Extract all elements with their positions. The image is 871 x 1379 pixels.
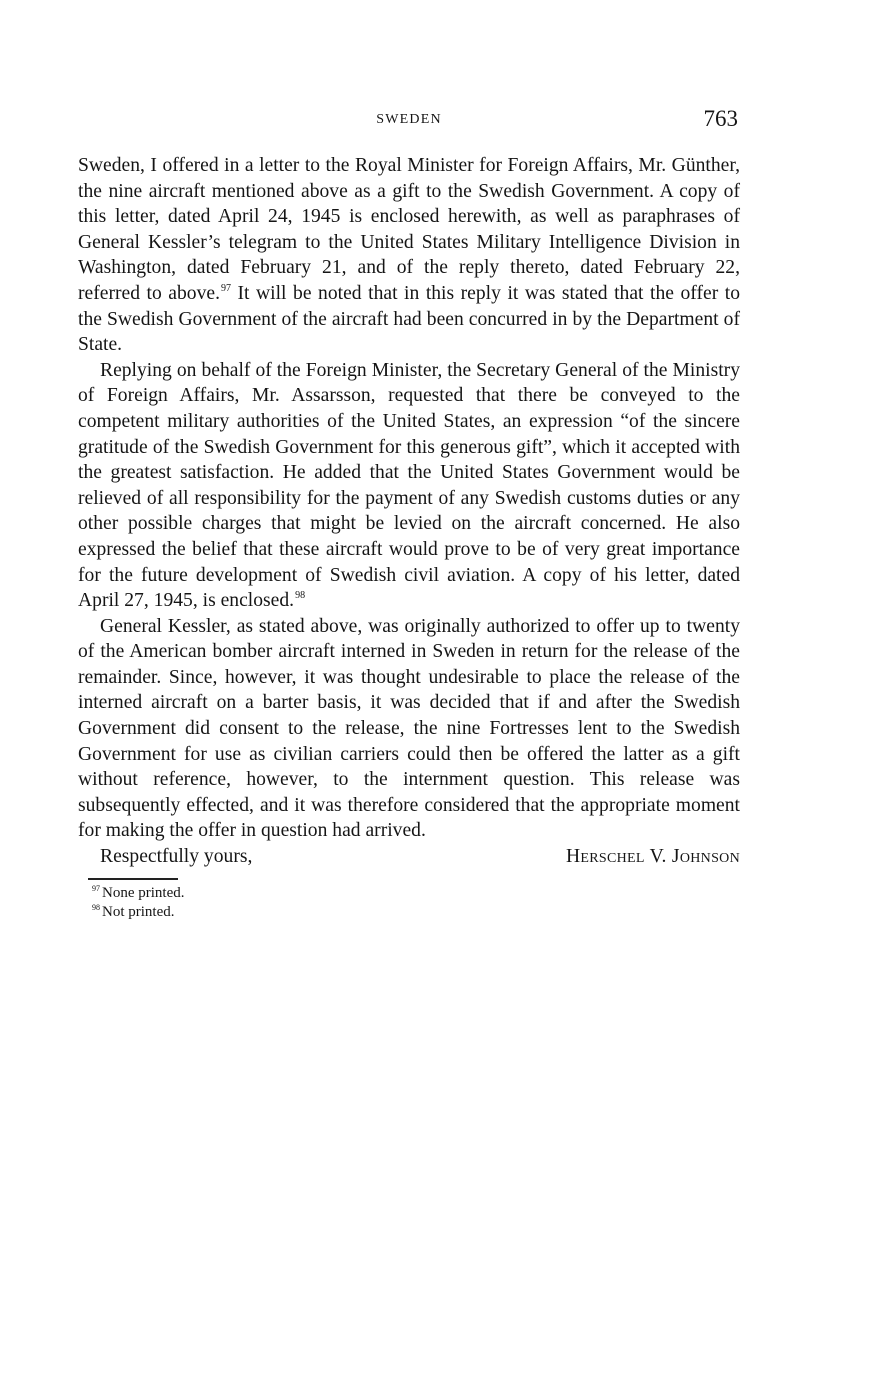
footnote (92, 884, 740, 903)
footnote-divider (88, 878, 178, 880)
paragraph-text: General Kessler, as stated above, was originally authorized to offer up to twenty of the American bomber aircraft interned in Sweden in return for the release of the remainder. Since, however, it was thought undesirable to place the release of the interned aircraft on a barter basis, it was decided that if and after the Swedish Government did consent to the release, the nine Fortresses lent to the Swedish Government for use as civilian carriers could then be offered the latter as a gift without reference, however, to the internment question. This release was subsequently effected, and it was therefore considered that the appropriate moment for making the offer in question had arrived. (78, 615, 740, 842)
footnote-text: None printed. (102, 884, 185, 901)
body-text (78, 153, 740, 844)
running-header (78, 106, 740, 138)
paragraph-text: Sweden, I offered in a letter to the Royal Minister for Foreign Affairs, Mr. Günther, the nine aircraft mentioned above as a gift to the Swedish Government. A copy of this letter, dated April 24, 1945 is enclosed herewith, as well as paraphrases of General Kessler’s telegram to the United States Military Intelligence Division in Washington, dated February 21, and of the reply thereto, dated February 22, referred to above. (78, 155, 740, 304)
closing-line (78, 844, 740, 870)
paragraph (78, 614, 740, 844)
paragraph-text: It will be noted that in this reply it was stated that the offer to the Swedish Government of the aircraft had been concurred in by the Department of State. (78, 282, 740, 356)
footnote-text: Not printed. (102, 903, 175, 920)
salutation: Respectfully yours, (100, 846, 253, 868)
document-page (78, 106, 740, 922)
footnote-marker: 98 (92, 902, 100, 912)
footnote-reference: 98 (295, 590, 306, 602)
footnote-marker: 97 (92, 883, 100, 893)
paragraph (78, 358, 740, 614)
footnote (92, 903, 740, 922)
running-title: SWEDEN (376, 112, 442, 127)
signature: Herschel V. Johnson (565, 846, 740, 868)
footnotes (92, 884, 740, 922)
footnote-reference: 97 (220, 282, 231, 294)
page-number: 763 (703, 106, 738, 131)
paragraph (78, 153, 740, 358)
paragraph-text: Replying on behalf of the Foreign Minister, the Secretary General of the Ministry of Foreign Affairs, Mr. Assarsson, requested that there be conveyed to the competent military authorities of the United States, an expression “of the sincere gratitude of the Swedish Government for this generous gift”, which it accepted with the greatest satisfaction. He added that the United States Government would be relieved of all responsibility for the payment of any Swedish customs duties or any other possible charges that might be levied on the aircraft concerned. He also expressed the belief that these aircraft would prove to be of very great importance for the future development of Swedish civil aviation. A copy of his letter, dated April 27, 1945, is enclosed. (78, 359, 740, 612)
